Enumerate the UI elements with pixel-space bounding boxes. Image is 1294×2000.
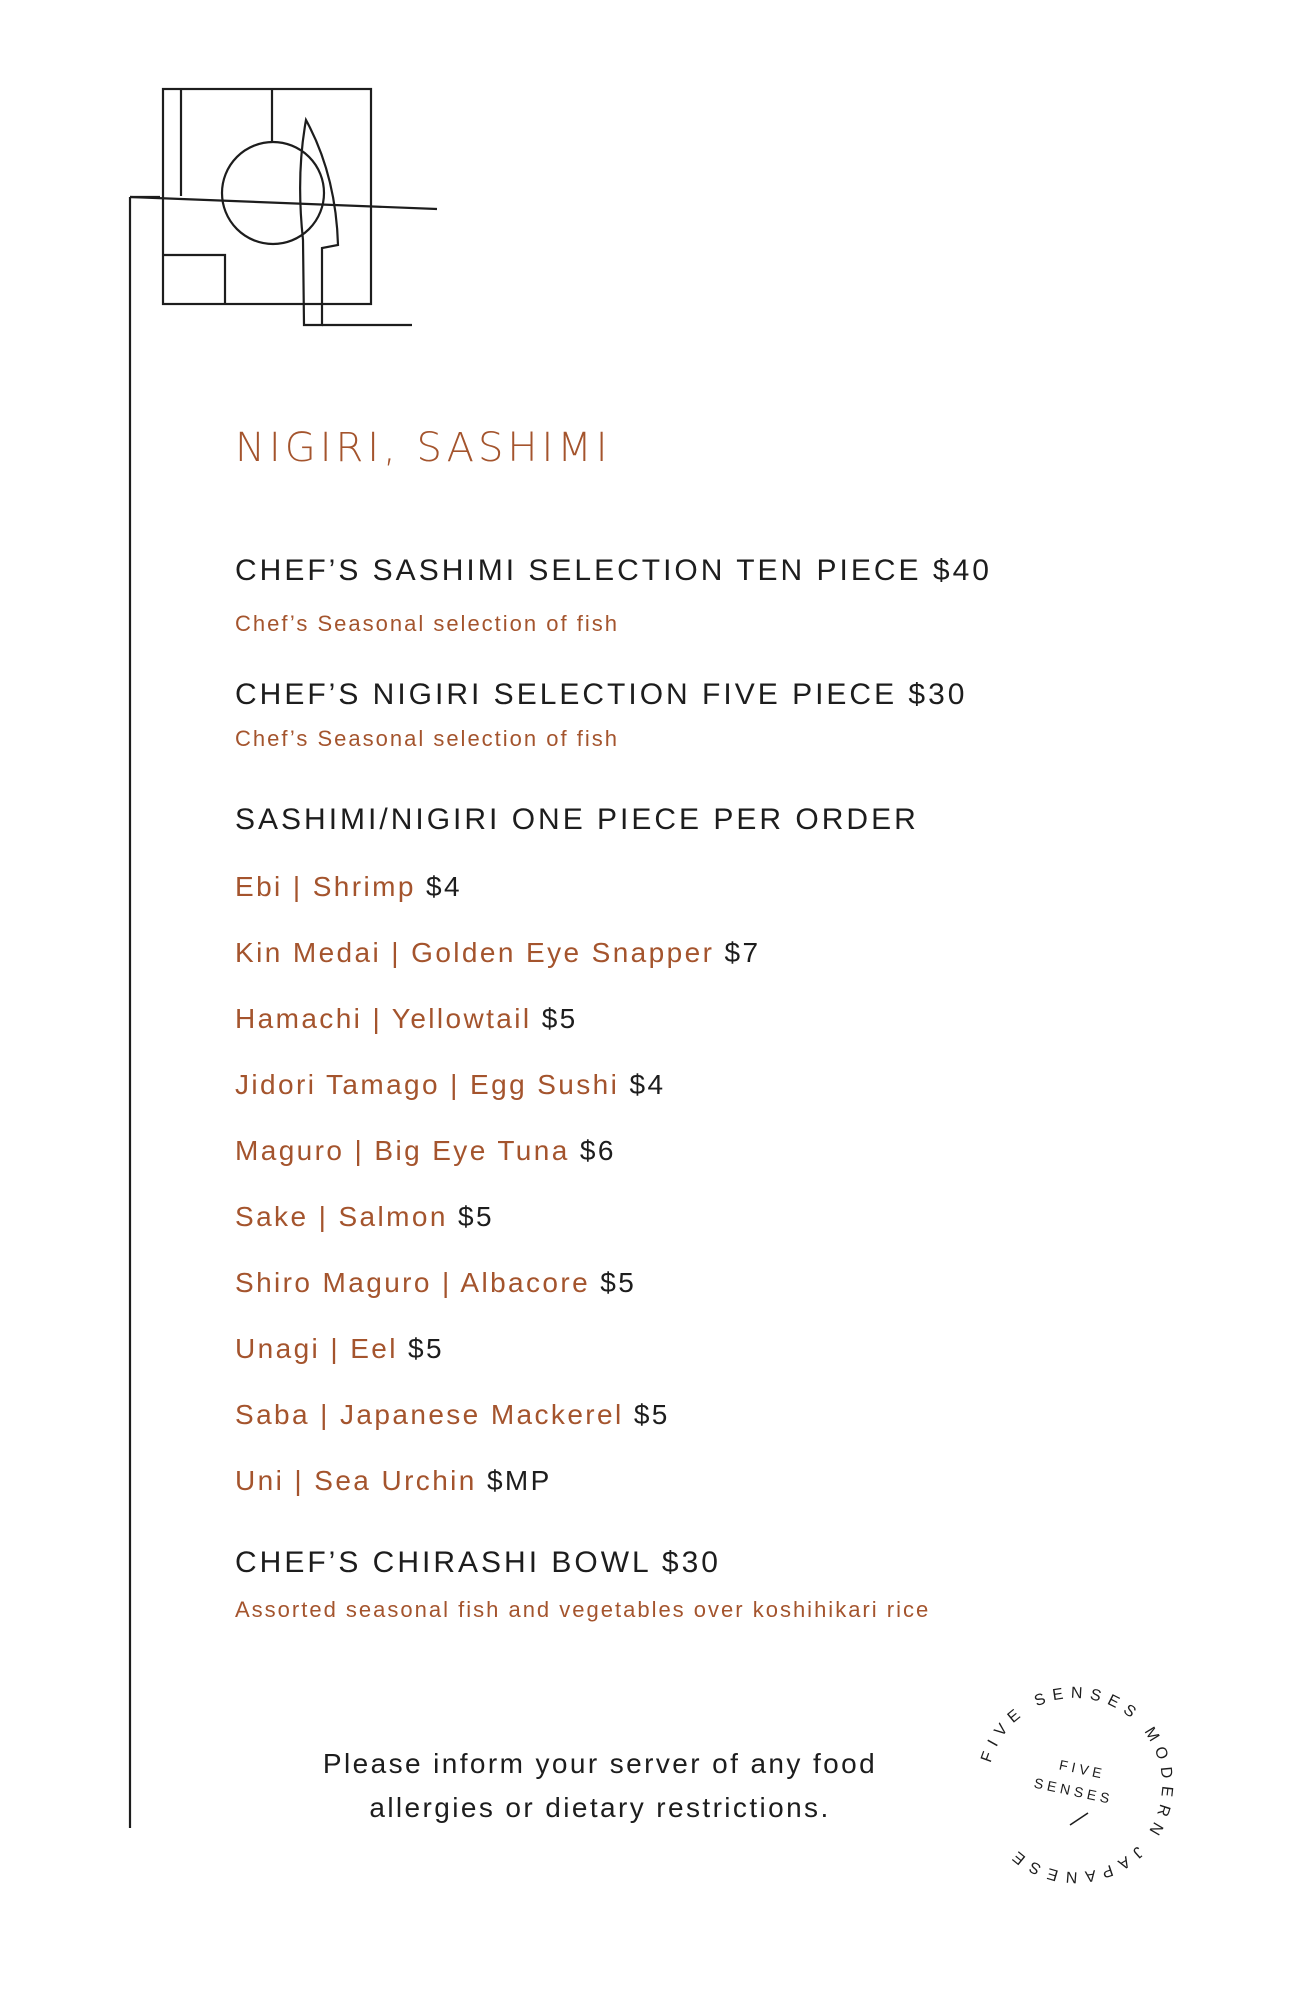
menu-item [235,1267,636,1299]
knife-icon [300,120,338,325]
menu-item-name: Saba | Japanese Mackerel [235,1399,624,1430]
menu-item-name: Uni | Sea Urchin [235,1465,477,1496]
nigiri-selection-title: CHEF’S NIGIRI SELECTION FIVE PIECE $30 [235,678,968,711]
menu-item [235,1333,444,1365]
menu-item-price: $5 [408,1333,444,1364]
section-title: NIGIRI, SASHIMI [235,425,612,471]
menu-item-price: $4 [425,871,462,902]
plate-circle [222,142,324,244]
menu-item [235,871,462,903]
nigiri-selection-description: Chef’s Seasonal selection of fish [235,726,619,751]
allergy-notice-line-1: Please inform your server of any food [322,1748,878,1779]
sashimi-selection-description: Chef’s Seasonal selection of fish [235,611,619,636]
menu-item-name: Ebi | Shrimp [235,871,416,902]
menu-item [235,937,760,969]
seal-divider [1070,1813,1088,1825]
menu-item [235,1201,494,1233]
menu-item [235,1003,578,1035]
menu-item [235,1465,552,1497]
allergy-notice-line-2: allergies or dietary restrictions. [369,1792,831,1823]
menu-item-name: Jidori Tamago | Egg Sushi [235,1069,620,1100]
frame-square [163,89,371,304]
allergy-notice [290,1742,910,1830]
menu-item-name: Maguro | Big Eye Tuna [235,1135,570,1166]
per-piece-title: SASHIMI/NIGIRI ONE PIECE PER ORDER [235,803,919,836]
chirashi-description: Assorted seasonal fish and vegetables over koshihikari rice [235,1597,931,1622]
menu-item-name: Hamachi | Yellowtail [235,1003,532,1034]
menu-item-price: $5 [457,1201,494,1232]
menu-item-price: $5 [541,1003,578,1034]
menu-item-price: $5 [633,1399,670,1430]
menu-item-price: $MP [486,1465,552,1496]
seal-center-line-2: SENSES [1032,1774,1115,1808]
menu-item-price: $5 [600,1267,637,1298]
menu-item [235,1135,616,1167]
menu-item [235,1399,670,1431]
menu-item-price: $6 [579,1135,616,1166]
sashimi-selection-title: CHEF’S SASHIMI SELECTION TEN PIECE $40 [235,554,992,587]
menu-item-price: $7 [724,937,761,968]
menu-item-price: $4 [629,1069,666,1100]
seal-center-line-1: FIVE [1057,1756,1108,1782]
seal-ring-text: FIVE SENSES MODERN JAPANESE [978,1684,1176,1886]
menu-item-name: Shiro Maguro | Albacore [235,1267,591,1298]
five-senses-seal-logo [955,1665,1195,1905]
menu-item-name: Unagi | Eel [235,1333,398,1364]
menu-item [235,1069,665,1101]
menu-item-name: Kin Medai | Golden Eye Snapper [235,937,715,968]
chirashi-title: CHEF’S CHIRASHI BOWL $30 [235,1546,721,1579]
menu-item-name: Sake | Salmon [235,1201,448,1232]
